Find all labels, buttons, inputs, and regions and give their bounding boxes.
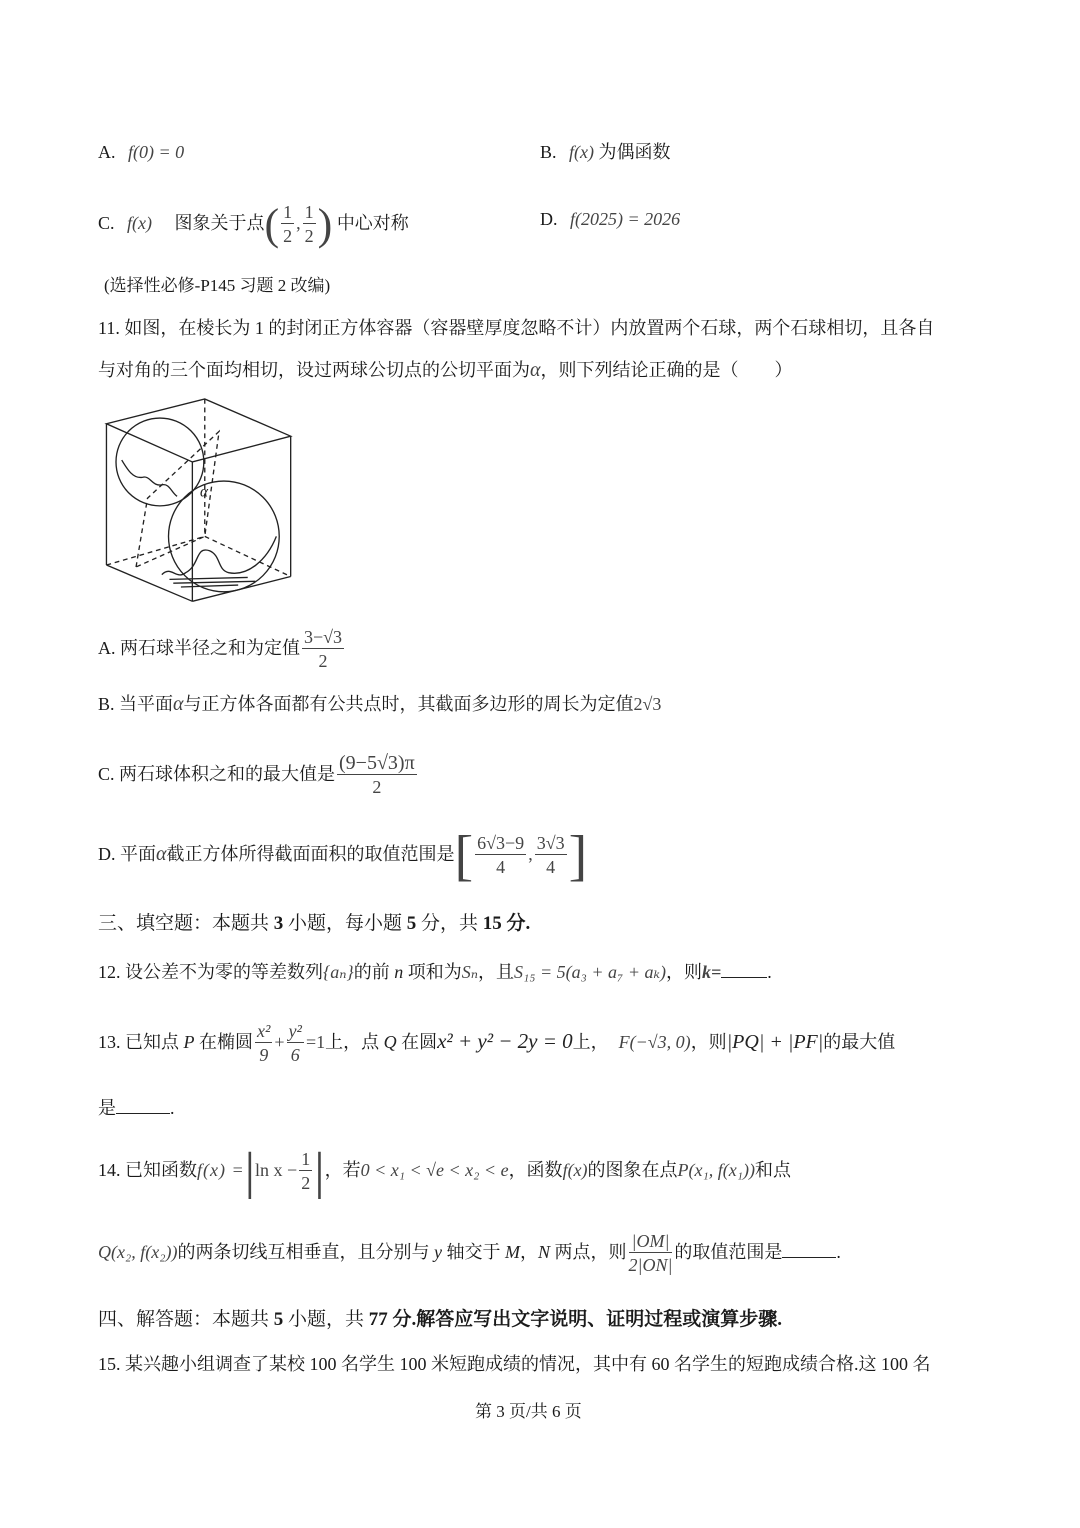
q14-line1: 14. 已知函数f(x) =|ln x − $\frac{1}{2}$ |，若0 < x₁ < √e < x₂ < e，函数f(x)的图象在点P(x₁, f(x₁))和点 <box>98 1142 792 1200</box>
page-number: 第 3 页/共 6 页 <box>475 1402 582 1421</box>
equation: S₁₅ = 5(a₃ + a₇ + aₖ) <box>514 962 667 982</box>
section-3-heading: 三、填空题：本题共 3 小题，每小题 5 分，共 15 分. <box>98 913 531 934</box>
alpha-symbol: α <box>530 359 541 381</box>
option-value: 2√3 <box>633 694 662 714</box>
q13-line1: 13. 已知点 P 在椭圆 $\frac{\text{x²}}{9}$ + $\frac{\text{y²}}{6}$ =1上，点 Q 在圆x² + y² − 2y = 0上， F(−√3, 0)，则|PQ| + |PF|的最大值 <box>98 1021 896 1066</box>
fraction: $\frac{6√3-9}{4}$ <box>477 833 525 878</box>
sequence-notation: {aₙ} <box>323 962 354 982</box>
option-label: A. <box>98 638 116 658</box>
fraction: $\frac{1}{2}$ <box>283 202 293 247</box>
large-sphere <box>169 481 280 592</box>
q10-option-a <box>98 140 184 164</box>
cube-spheres-figure <box>95 392 305 614</box>
q11-line2 <box>98 358 793 382</box>
option-label: D. <box>540 209 558 229</box>
q11-option-d: D. 平面α截正方体所得截面面积的取值范围是[ $\frac{6√3-9}{4}$ , $\frac{3√3}{4}$ ] <box>98 824 588 887</box>
q13-line2: 是 . <box>98 1098 175 1118</box>
alpha-symbol: α <box>156 843 167 865</box>
option-text: 为偶函数 <box>598 142 671 162</box>
fraction: $\frac{\text{x²}}{9}$ <box>257 1021 271 1066</box>
q11-option-b <box>98 692 661 716</box>
text: 与对角的三个面均相切，设过两球公切点的公切平面为 <box>98 360 530 380</box>
text: ，则下列结论正确的是（ ） <box>540 360 793 380</box>
source-note: (选择性必修-P145 习题 2 改编) <box>104 276 331 295</box>
option-text: 与正方体各面都有公共点时，其截面多边形的周长为定值 <box>183 694 634 714</box>
option-label: B. <box>98 694 115 714</box>
answer-blank[interactable] <box>782 1257 836 1258</box>
q10-option-d <box>540 207 680 231</box>
option-math: f(x) <box>569 142 594 162</box>
option-label: C. <box>98 213 115 233</box>
option-label: A. <box>98 142 116 162</box>
option-text: 中心对称 <box>336 213 409 233</box>
q12: 12. 设公差不为零的等差数列{aₙ}的前 n 项和为Sₙ，且S₁₅ = 5(a₃ + a₇ + aₖ)，则k= . <box>98 962 772 982</box>
q11-option-a <box>98 622 346 674</box>
option-label: B. <box>540 142 557 162</box>
option-text: 图象关于点 <box>174 213 265 233</box>
q15-line1: 15. 某兴趣小组调查了某校 100 名学生 100 米短跑成绩的情况，其中有 60 名学生的短跑成绩合格.这 100 名 <box>98 1354 931 1374</box>
option-text: 两石球半径之和为定值 <box>120 638 300 658</box>
option-math: f(0) = 0 <box>128 142 185 162</box>
q10-option-b <box>540 140 671 164</box>
option-text: 当平面 <box>119 694 174 714</box>
fraction: $\frac{\text{y²}}{6}$ <box>288 1021 302 1066</box>
alpha-symbol: α <box>173 693 184 715</box>
fraction: $\frac{(9-5√3)\pi}{2}$ <box>339 752 415 798</box>
fraction: $\frac{1}{2}$ <box>301 1149 311 1194</box>
fraction: $\frac{|OM|}{2|ON|}$ <box>628 1231 673 1276</box>
option-math: f(2025) = 2026 <box>570 209 681 229</box>
option-label: C. <box>98 764 115 784</box>
option-math: f(x) <box>127 213 152 233</box>
option-text: 平面 <box>120 844 156 864</box>
section-4-heading: 四、解答题：本题共 5 小题，共 77 分.解答应写出文字说明、证明过程或演算步骤. <box>98 1309 783 1330</box>
fraction: $\frac{3-√3}{2}$ <box>304 627 343 672</box>
answer-blank[interactable] <box>721 977 767 978</box>
q14-line2: Q(x₂, f(x₂))的两条切线互相垂直，且分别与 y 轴交于 M，N 两点，则 $\frac{|OM|}{2|ON|}$ 的取值范围是 . <box>98 1231 841 1276</box>
q11-line1: 11. 如图，在棱长为 1 的封闭正方体容器（容器壁厚度忽略不计）内放置两个石球，两个石球相切，且各自 <box>98 318 935 338</box>
q11-option-c <box>98 745 419 803</box>
option-text: 两石球体积之和的最大值是 <box>119 764 336 784</box>
fraction: $\frac{3√3}{4}$ <box>536 833 565 878</box>
cube-top-face <box>106 399 290 462</box>
alpha-label: α <box>200 483 209 501</box>
q10-option-c: C. f(x) 图象关于点( $\frac{1}{2}$ , $\frac{1}{2}$ ) 中心对称 <box>98 199 409 249</box>
fraction: $\frac{1}{2}$ <box>304 202 314 247</box>
option-text: 截正方体所得截面面积的取值范围是 <box>166 844 455 864</box>
answer-blank[interactable] <box>116 1113 170 1114</box>
option-label: D. <box>98 844 116 864</box>
